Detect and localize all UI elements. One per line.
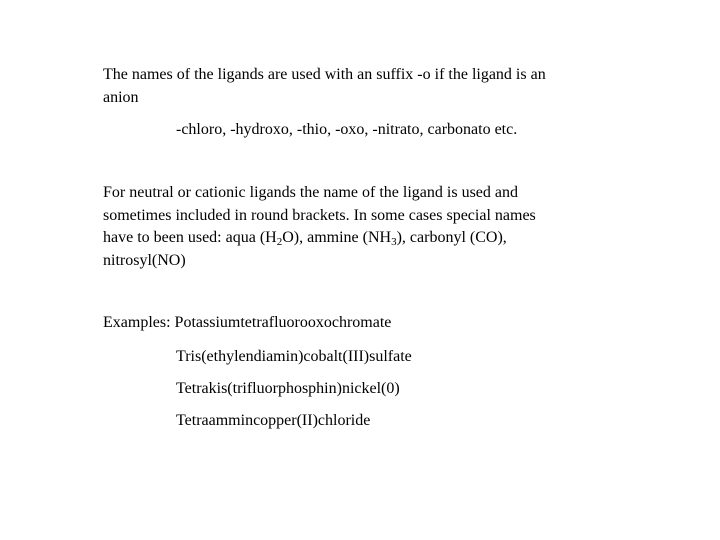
- neutral-line-3-part-c: ), carbonyl (CO),: [396, 229, 507, 246]
- subscript-3: 3: [391, 236, 397, 248]
- neutral-line-2: sometimes included in round brackets. In some cases special names: [103, 206, 536, 224]
- subscript-2: 2: [276, 236, 283, 248]
- examples-heading: Examples: Potassiumtetrafluorooxochromate: [103, 314, 392, 331]
- neutral-line-3: [103, 227, 623, 250]
- neutral-line-3-part-b: O), ammine (NH: [282, 229, 392, 246]
- neutral-line-3-part-a: have to been used: aqua (H: [103, 229, 277, 246]
- neutral-paragraph: [103, 182, 623, 272]
- intro-line-2: anion: [103, 88, 139, 106]
- neutral-line-1: For neutral or cationic ligands the name of the ligand is used and: [103, 184, 518, 201]
- example-item-2: Tetrakis(trifluorphosphin)nickel(0): [176, 380, 400, 397]
- example-item-1: Tris(ethylendiamin)cobalt(III)sulfate: [176, 348, 412, 365]
- intro-paragraph: [103, 64, 623, 109]
- example-item-3: Tetraammincopper(II)chloride: [176, 412, 371, 429]
- anion-examples: -chloro, -hydroxo, -thio, -oxo, -nitrato, carbonato etc.: [176, 121, 518, 138]
- neutral-line-4: nitrosyl(NO): [103, 251, 186, 269]
- intro-line-1: The names of the ligands are used with an suffix -o if the ligand is an: [103, 66, 546, 83]
